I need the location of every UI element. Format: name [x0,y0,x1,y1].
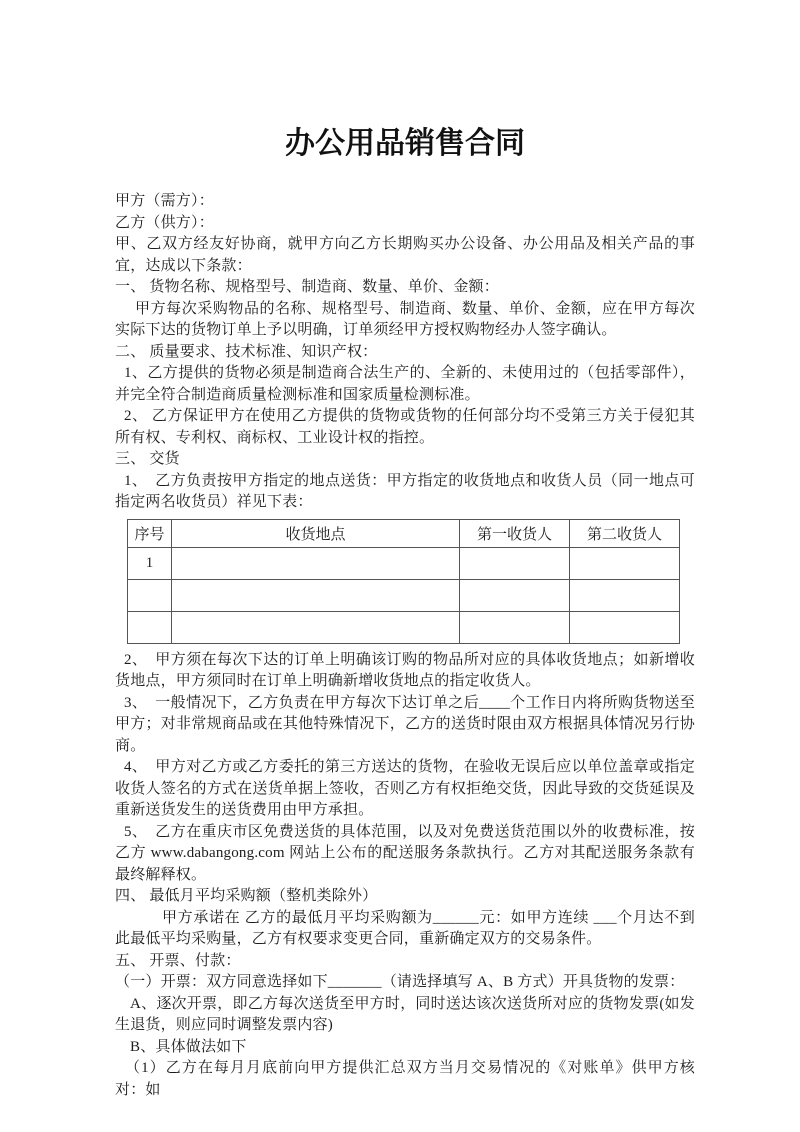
section-4-body: 甲方承诺在 乙方的最低月平均采购额为______元：如甲方连续 ___个月达不到此最低平均采购量，乙方有权要求变更合同，重新确定双方的交易条件。 [115,909,695,947]
section-3-item-3: 3、 一般情况下，乙方负责在甲方每次下达订单之后____个工作日内将所购货物送至甲方；对非常规商品或在其他特殊情况下，乙方的送货时限由双方根据具体情况另行协商。 [115,694,695,754]
cell-receiver-2 [570,579,680,611]
table-row [128,611,680,643]
cell-serial [128,611,172,643]
section-4-heading: 四、 最低月平均采购额（整机类除外） [115,888,378,904]
section-1-heading: 一、 货物名称、规格型号、制造商、数量、单价、金额： [115,279,499,295]
table-row [128,579,680,611]
section-5-option-b-step-1: （1）乙方在每月月底前向甲方提供汇总双方当月交易情况的《对账单》供甲方核对：如 [115,1060,695,1098]
section-2-item-1: 1、乙方提供的货物必须是制造商合法生产的、全新的、未使用过的（包括零部件），并完全符合制造商质量检测标准和国家质量检测标准。 [115,365,695,403]
party-a-line: 甲方（需方）： [115,193,214,209]
header-serial-number: 序号 [128,519,172,547]
party-b-line: 乙方（供方）： [115,214,214,231]
section-3-item-4: 4、 甲方对乙方或乙方委托的第三方送达的货物，在验收无误后应以单位盖章或指定收货人签名的方式在送货单据上签收，否则乙方有权拒绝交货，因此导致的交货延误及重新送货发生的送货费用由甲方承担。 [115,759,695,818]
cell-address [172,611,460,643]
contract-document [115,125,695,1101]
section-3-heading: 三、 交货 [115,451,180,467]
cell-receiver-1 [460,547,570,579]
table-header-row [128,519,680,547]
section-3-item-5: 5、 乙方在重庆市区免费送货的具体范围，以及对免费送货范围以外的收费标准，按乙方 www.dabangong.com 网站上公布的配送服务条款执行。乙方对其配送服务条款有最终解释权。 [115,823,695,883]
cell-serial [128,579,172,611]
section-5-invoice-clause: （一）开票：双方同意选择如下_______（请选择填写 A、B 方式）开具货物的发票： [115,974,685,990]
cell-address [172,547,460,579]
document-title: 办公用品销售合同 [285,127,525,160]
cell-serial: 1 [128,547,172,579]
cell-receiver-1 [460,611,570,643]
preamble: 甲、乙双方经友好协商，就甲方向乙方长期购买办公设备、办公用品及相关产品的事宜，达成以下条款： [115,236,695,274]
delivery-locations-table [127,519,680,644]
table-row [128,547,680,579]
section-2-heading: 二、 质量要求、技术标准、知识产权： [115,343,378,360]
section-5-heading: 五、 开票、付款： [115,952,241,969]
cell-receiver-2 [570,611,680,643]
header-delivery-address: 收货地点 [172,519,460,547]
cell-address [172,579,460,611]
section-5-option-a: A、逐次开票，即乙方每次送货至甲方时，同时送达该次送货所对应的货物发票(如发生退货，则应同时调整发票内容) [115,995,695,1033]
section-3-item-1: 1、 乙方负责按甲方指定的地点送货：甲方指定的收货地点和收货人员（同一地点可指定两名收货员）祥见下表： [115,472,695,510]
header-first-receiver: 第一收货人 [460,519,570,547]
cell-receiver-1 [460,579,570,611]
section-2-item-2: 2、 乙方保证甲方在使用乙方提供的货物或货物的任何部分均不受第三方关于侵犯其所有权、专利权、商标权、工业设计权的指控。 [115,408,695,446]
section-5-option-b: B、具体做法如下 [130,1038,247,1055]
section-3-item-2: 2、 甲方须在每次下达的订单上明确该订购的物品所对应的具体收货地点；如新增收货地点，甲方须同时在订单上明确新增收货地点的指定收货人。 [115,651,695,689]
cell-receiver-2 [570,547,680,579]
section-1-body: 甲方每次采购物品的名称、规格型号、制造商、数量、单价、金额，应在甲方每次实际下达的货物订单上予以明确，订单须经甲方授权购物经办人签字确认。 [115,300,695,338]
header-second-receiver: 第二收货人 [570,519,680,547]
